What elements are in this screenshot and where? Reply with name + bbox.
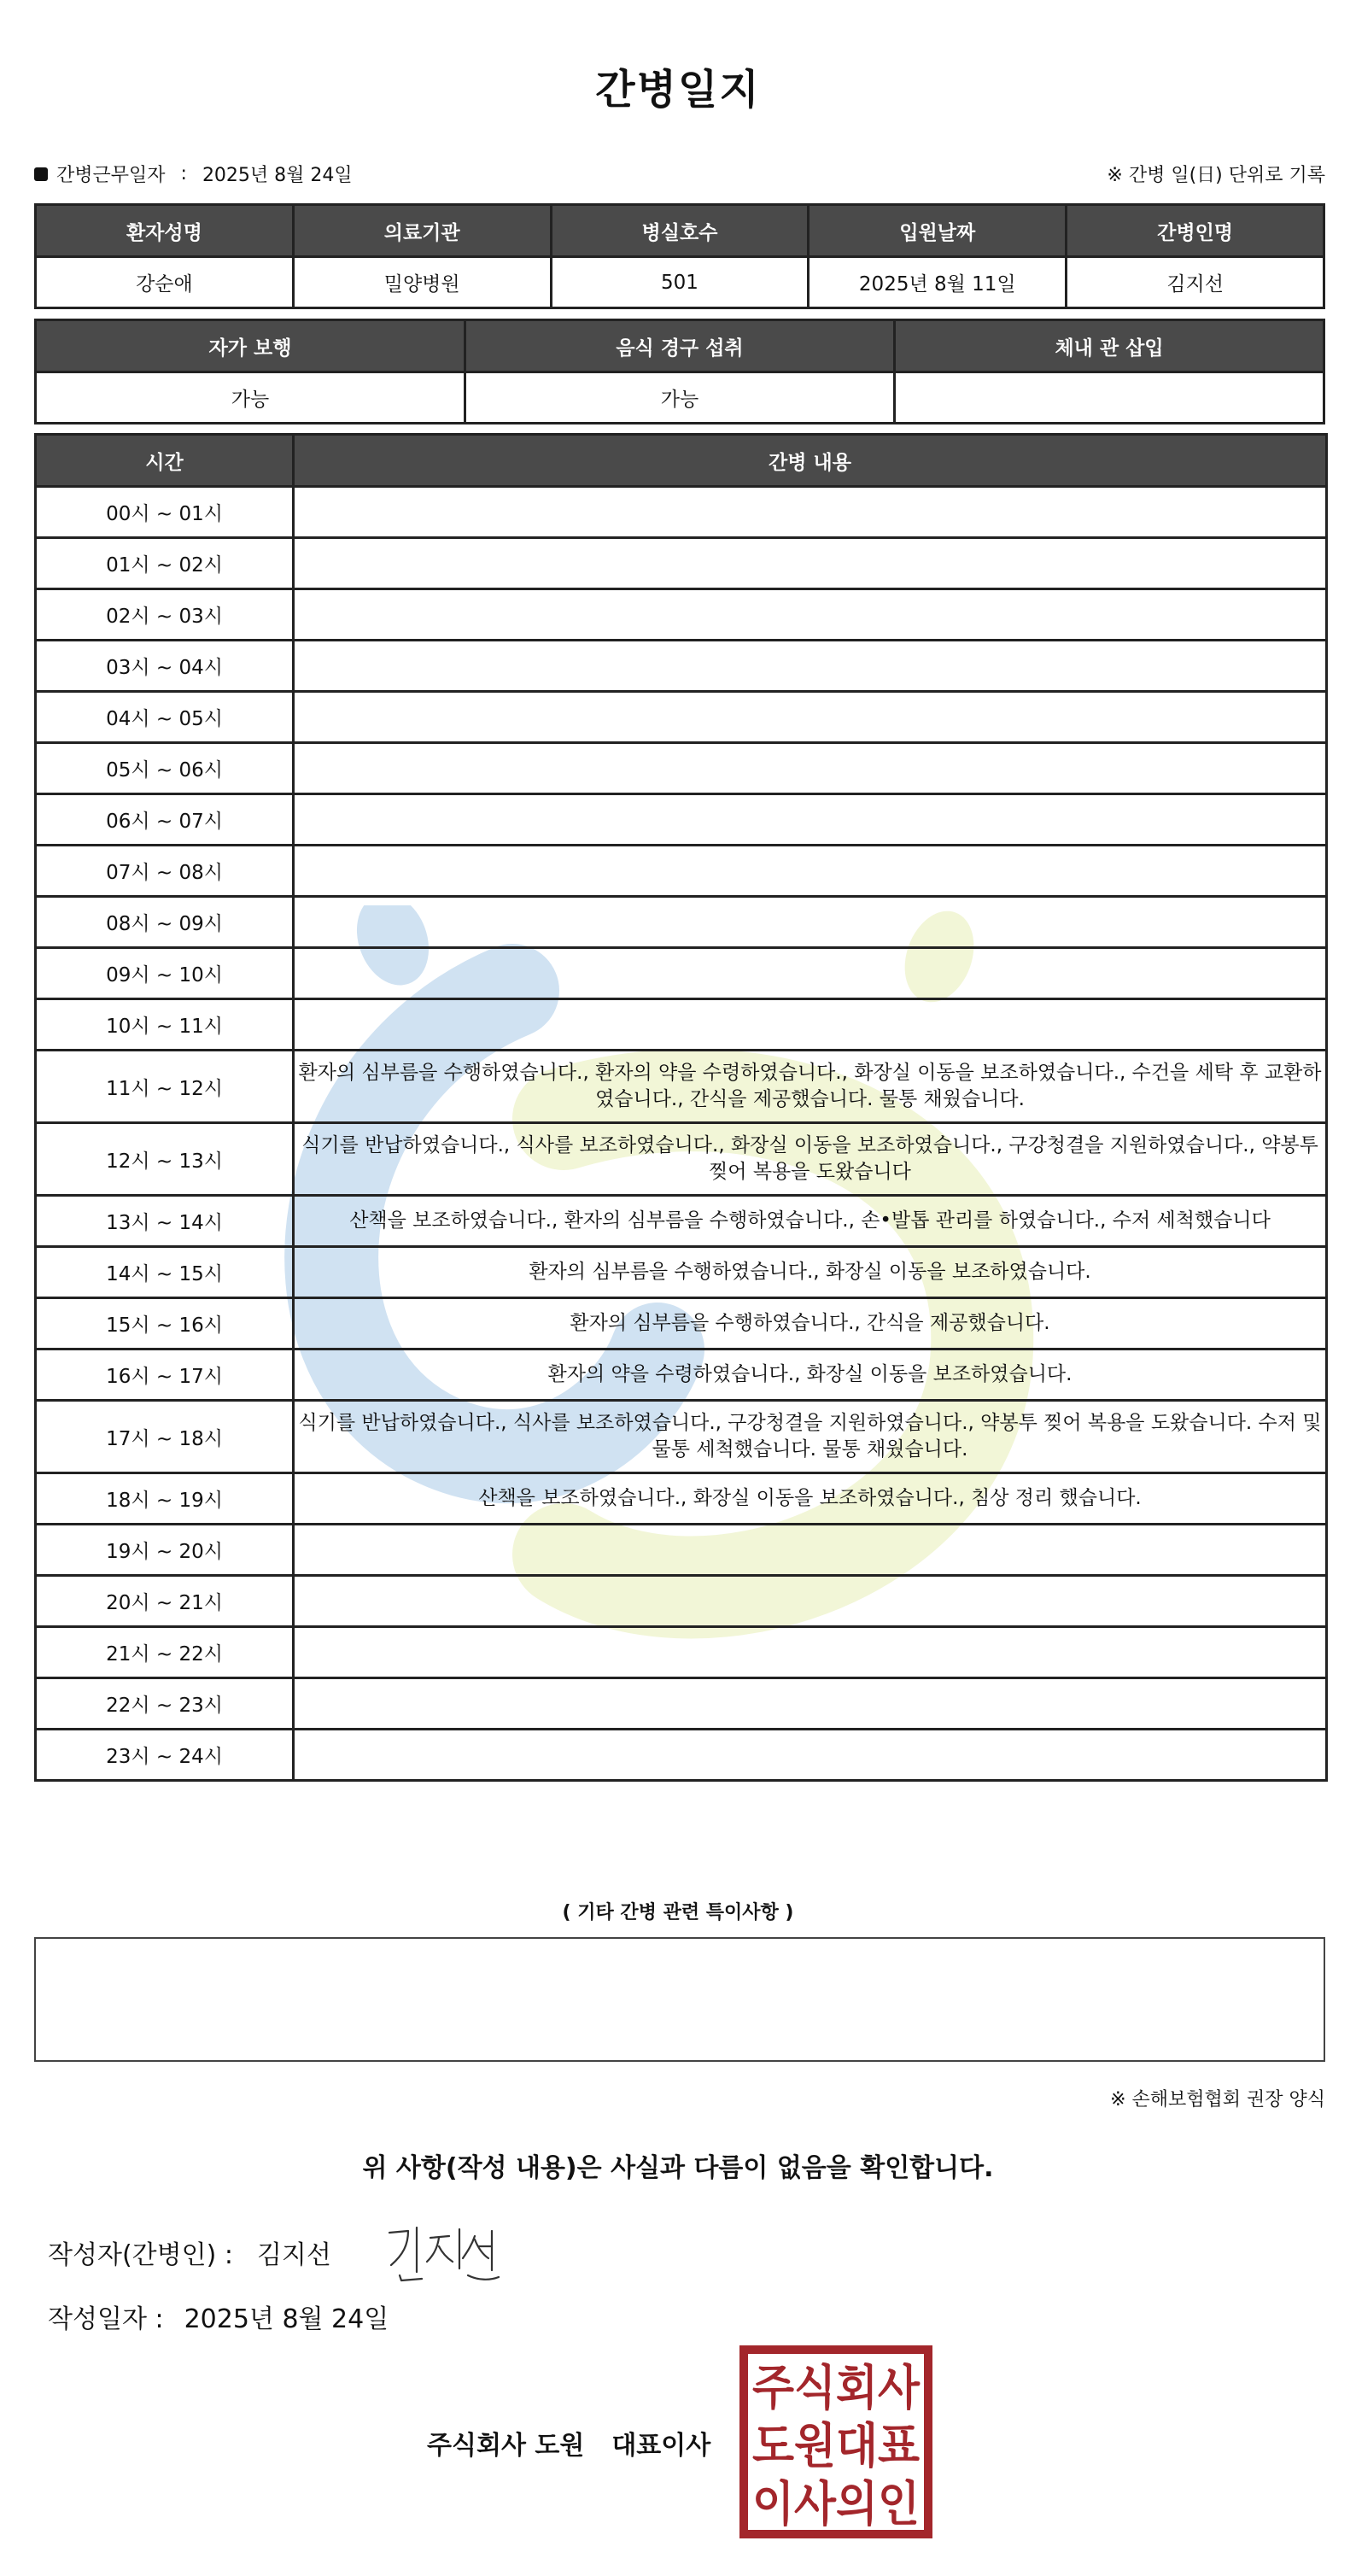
care-log-row xyxy=(36,1473,1327,1525)
care-log-content xyxy=(294,846,1327,897)
care-log-row xyxy=(36,1401,1327,1473)
header-caregiver: 간병인명 xyxy=(1067,205,1324,257)
care-log-content xyxy=(294,641,1327,692)
header-admission-date: 입원날짜 xyxy=(809,205,1067,257)
care-log-row xyxy=(36,1051,1327,1123)
unit-note: ※ 간병 일(日) 단위로 기록 xyxy=(1107,165,1325,186)
admission-date: 2025년 8월 11일 xyxy=(809,257,1067,308)
seal-text-line: 이사의인 xyxy=(752,2477,920,2532)
care-log-content xyxy=(294,743,1327,794)
header-oral-intake: 음식 경구 섭취 xyxy=(465,320,895,372)
care-log-row xyxy=(36,538,1327,589)
company-representative-title: 대표이사 xyxy=(611,2431,711,2461)
caregiver-name: 김지선 xyxy=(1067,257,1324,308)
room-number: 501 xyxy=(551,257,809,308)
care-log-content: 환자의 약을 수령하였습니다., 화장실 이동을 보조하였습니다. xyxy=(294,1349,1327,1401)
care-log-time: 20시 ~ 21시 xyxy=(36,1576,294,1627)
care-log-content: 산책을 보조하였습니다., 환자의 심부름을 수행하였습니다., 손•발톱 관리를 하였습니다., 수저 세척했습니다 xyxy=(294,1196,1327,1247)
care-log-row xyxy=(36,1298,1327,1349)
care-log-row xyxy=(36,743,1327,794)
special-notes-box xyxy=(34,1937,1325,2062)
patient-name: 강순애 xyxy=(36,257,294,308)
company-seal-stamp xyxy=(739,2345,933,2539)
care-log-row xyxy=(36,1196,1327,1247)
header-time: 시간 xyxy=(36,435,294,487)
care-log-time: 06시 ~ 07시 xyxy=(36,794,294,846)
care-log-row xyxy=(36,794,1327,846)
care-log-time: 23시 ~ 24시 xyxy=(36,1730,294,1781)
care-log-time: 16시 ~ 17시 xyxy=(36,1349,294,1401)
care-log-row xyxy=(36,589,1327,641)
care-log-content: 식기를 반납하였습니다., 식사를 보조하였습니다., 구강청결을 지원하였습니다., 약봉투 찢어 복용을 도왔습니다. 수저 및 물통 세척했습니다. 물통 채웠습니다. xyxy=(294,1401,1327,1473)
care-log-time: 13시 ~ 14시 xyxy=(36,1196,294,1247)
company-signatory xyxy=(427,2424,710,2462)
writer-label: 작성자(간병인) : xyxy=(48,2240,233,2270)
work-date-row xyxy=(34,161,353,187)
care-log-time: 18시 ~ 19시 xyxy=(36,1473,294,1525)
care-log-row xyxy=(36,1525,1327,1576)
care-log-content xyxy=(294,1730,1327,1781)
care-log-time: 08시 ~ 09시 xyxy=(36,897,294,948)
care-log-content xyxy=(294,589,1327,641)
care-log-header-row xyxy=(36,435,1327,487)
care-log-time: 15시 ~ 16시 xyxy=(36,1298,294,1349)
tube-insertion-value xyxy=(895,372,1324,424)
handwritten-signature xyxy=(383,2221,502,2289)
writer-name: 김지선 xyxy=(256,2240,331,2270)
care-log-row xyxy=(36,641,1327,692)
patient-status-table xyxy=(34,319,1325,424)
patient-info-header-row xyxy=(36,205,1324,257)
status-header-row xyxy=(36,320,1324,372)
care-log-time: 02시 ~ 03시 xyxy=(36,589,294,641)
care-log-row xyxy=(36,1247,1327,1298)
care-log-time: 00시 ~ 01시 xyxy=(36,487,294,538)
written-date-value: 2025년 8월 24일 xyxy=(184,2304,389,2334)
oral-intake-value: 가능 xyxy=(465,372,895,424)
care-log-content xyxy=(294,538,1327,589)
care-log-content xyxy=(294,1627,1327,1678)
header-room: 병실호수 xyxy=(551,205,809,257)
care-log-row xyxy=(36,846,1327,897)
care-log-time: 07시 ~ 08시 xyxy=(36,846,294,897)
care-log-time: 11시 ~ 12시 xyxy=(36,1051,294,1123)
care-log-time: 10시 ~ 11시 xyxy=(36,999,294,1051)
care-log-content xyxy=(294,1576,1327,1627)
care-log-time: 22시 ~ 23시 xyxy=(36,1678,294,1730)
care-log-content: 환자의 심부름을 수행하였습니다., 환자의 약을 수령하였습니다., 화장실 이동을 보조하였습니다., 수건을 세탁 후 교환하였습니다., 간식을 제공했습니다. 물통 채웠습니다. xyxy=(294,1051,1327,1123)
written-date-label: 작성일자 : xyxy=(48,2304,164,2334)
care-log-content xyxy=(294,999,1327,1051)
care-log-row xyxy=(36,1678,1327,1730)
care-log-time: 03시 ~ 04시 xyxy=(36,641,294,692)
care-log-row xyxy=(36,999,1327,1051)
care-log-content: 산책을 보조하였습니다., 화장실 이동을 보조하였습니다., 침상 정리 했습니다. xyxy=(294,1473,1327,1525)
care-log-time: 21시 ~ 22시 xyxy=(36,1627,294,1678)
care-log-row xyxy=(36,487,1327,538)
special-notes-title: ( 기타 간병 관련 특이사항 ) xyxy=(562,1902,794,1923)
care-log-row xyxy=(36,1349,1327,1401)
care-log-time: 12시 ~ 13시 xyxy=(36,1123,294,1196)
work-date-label: 간병근무일자 xyxy=(56,165,166,186)
care-log-time: 17시 ~ 18시 xyxy=(36,1401,294,1473)
document-title: 간병일지 xyxy=(595,66,761,114)
care-log-row xyxy=(36,897,1327,948)
status-value-row xyxy=(36,372,1324,424)
care-log-row xyxy=(36,1576,1327,1627)
care-log-time: 09시 ~ 10시 xyxy=(36,948,294,999)
care-log-row xyxy=(36,1627,1327,1678)
seal-text-line: 도원대표 xyxy=(752,2419,920,2474)
care-log-content xyxy=(294,692,1327,743)
form-source-note: ※ 손해보험협회 권장 양식 xyxy=(1110,2089,1325,2111)
care-log-row xyxy=(36,692,1327,743)
written-date-row xyxy=(48,2298,389,2335)
care-log-content xyxy=(294,897,1327,948)
hospital-name: 밀양병원 xyxy=(293,257,551,308)
header-hospital: 의료기관 xyxy=(293,205,551,257)
confirmation-statement: 위 사항(작성 내용)은 사실과 다름이 없음을 확인합니다. xyxy=(362,2153,994,2183)
care-log-row xyxy=(36,948,1327,999)
care-log-content xyxy=(294,1525,1327,1576)
care-log-content: 환자의 심부름을 수행하였습니다., 화장실 이동을 보조하였습니다. xyxy=(294,1247,1327,1298)
header-care-content: 간병 내용 xyxy=(294,435,1327,487)
header-self-walking: 자가 보행 xyxy=(36,320,465,372)
header-patient-name: 환자성명 xyxy=(36,205,294,257)
work-date-value: 2025년 8월 24일 xyxy=(202,165,353,186)
work-date-separator: : xyxy=(180,163,187,184)
care-log-content: 식기를 반납하였습니다., 식사를 보조하였습니다., 화장실 이동을 보조하였습니다., 구강청결을 지원하였습니다., 약봉투 찢어 복용을 도왔습니다 xyxy=(294,1123,1327,1196)
writer-row xyxy=(48,2234,331,2271)
care-log-time: 04시 ~ 05시 xyxy=(36,692,294,743)
care-log-content xyxy=(294,794,1327,846)
company-name: 주식회사 도원 xyxy=(427,2431,585,2461)
patient-info-table xyxy=(34,203,1325,309)
seal-text-line: 주식회사 xyxy=(752,2361,921,2416)
care-log-content xyxy=(294,948,1327,999)
self-walking-value: 가능 xyxy=(36,372,465,424)
header-tube-insertion: 체내 관 삽입 xyxy=(895,320,1324,372)
patient-info-value-row xyxy=(36,257,1324,308)
care-log-row xyxy=(36,1730,1327,1781)
care-log-time: 14시 ~ 15시 xyxy=(36,1247,294,1298)
care-log-content xyxy=(294,487,1327,538)
care-log-content xyxy=(294,1678,1327,1730)
care-log-time: 01시 ~ 02시 xyxy=(36,538,294,589)
care-log-table xyxy=(34,433,1328,1782)
care-log-row xyxy=(36,1123,1327,1196)
care-log-time: 19시 ~ 20시 xyxy=(36,1525,294,1576)
square-bullet-icon xyxy=(34,167,48,181)
care-log-time: 05시 ~ 06시 xyxy=(36,743,294,794)
care-log-content: 환자의 심부름을 수행하였습니다., 간식을 제공했습니다. xyxy=(294,1298,1327,1349)
